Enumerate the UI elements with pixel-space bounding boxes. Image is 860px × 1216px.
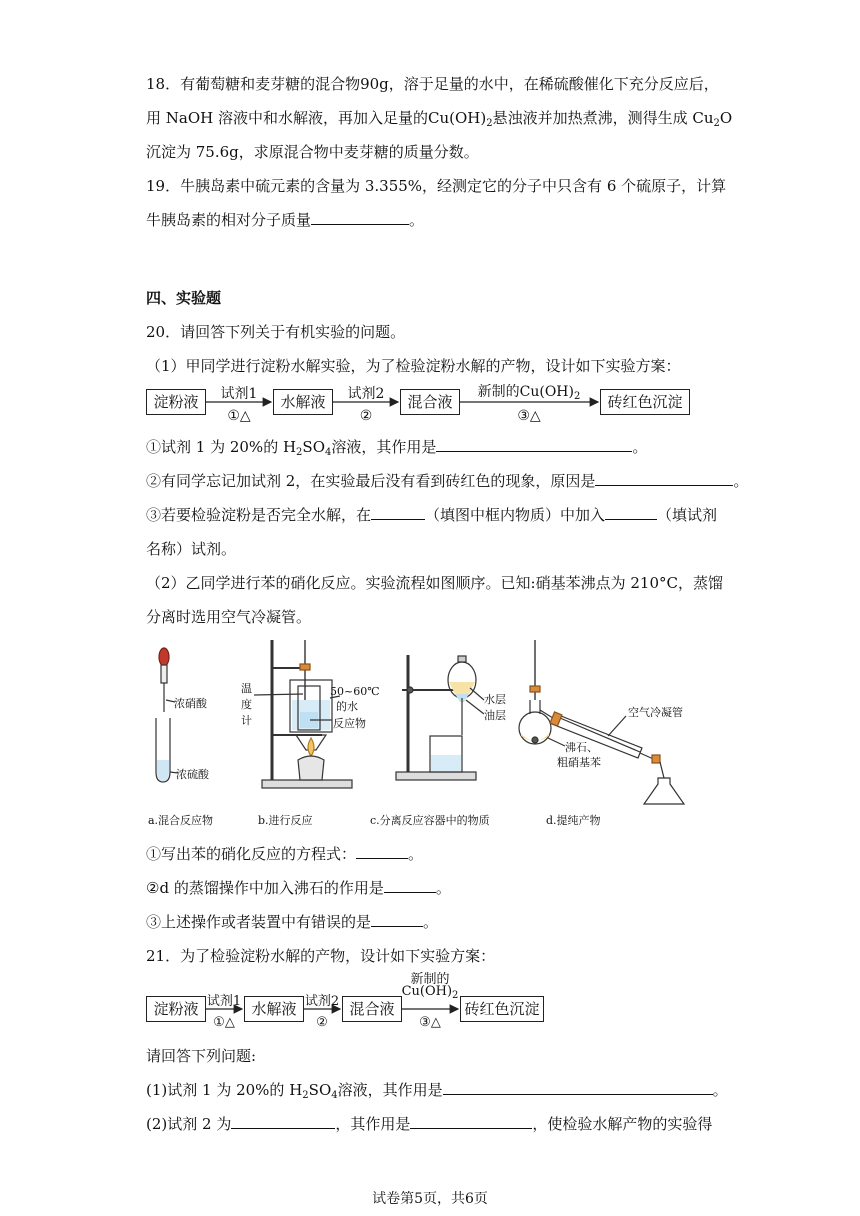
section-heading: 四、实验题 bbox=[146, 289, 222, 307]
q18-line-2: 用 NaOH 溶液中和水解液，再加入足量的$Cu(OH)_2$悬浊液并加热煮沸，测得生成 $Cu_2O$ bbox=[146, 109, 733, 129]
label-water: 的水 bbox=[336, 700, 358, 713]
label-reactant: 反应物 bbox=[333, 717, 366, 730]
q20-sub1: ①试剂 1 为 20%的 $H_2SO_4$溶液，其作用是 。 bbox=[146, 438, 648, 458]
caption-c: c.分离反应容器中的物质 bbox=[370, 814, 490, 827]
q20-part2-line1: （2）乙同学进行苯的硝化反应。实验流程如图顺序。已知:硝基苯沸点为 210°C，蒸馏 bbox=[146, 574, 723, 592]
flow2-box-mixture: 混合液 bbox=[342, 996, 402, 1022]
q18-line-3: 沉淀为 75.6g，求原混合物中麦芽糖的质量分数。 bbox=[146, 143, 479, 161]
flow2-arrow3-top2: $Cu(OH)_2$ bbox=[401, 984, 459, 1001]
q21-ask: 请回答下列问题: bbox=[146, 1047, 257, 1065]
q20-sub3: ③若要检验淀粉是否完全水解，在 （填图中框内物质）中加入 （填试剂 bbox=[146, 506, 718, 524]
label-air-condenser: 空气冷凝管 bbox=[628, 706, 683, 719]
label-crude-nitrobenzene: 粗硝基苯 bbox=[557, 756, 601, 769]
q21-sub1: (1)试剂 1 为 20%的 $H_2SO_4$溶液，其作用是 。 bbox=[146, 1081, 728, 1101]
flow2-arrow3-bottom: ③△ bbox=[419, 1015, 441, 1030]
flow1-box-hydrolysate: 水解液 bbox=[273, 389, 333, 415]
flow1-box-mixture: 混合液 bbox=[400, 389, 460, 415]
caption-a: a.混合反应物 bbox=[148, 814, 214, 827]
flow1-arrow2-bottom: ② bbox=[359, 408, 373, 424]
q20-part2-line2: 分离时选用空气冷凝管。 bbox=[146, 608, 312, 626]
flow2-box-starch: 淀粉液 bbox=[146, 996, 206, 1022]
label-thermo-1: 温 bbox=[241, 682, 252, 695]
q20-sub2: ②有同学忘记加试剂 2，在实验最后没有看到砖红色的现象，原因是 。 bbox=[146, 472, 749, 490]
flow2-box-hydrolysate: 水解液 bbox=[244, 996, 304, 1022]
q21-sub2: (2)试剂 2 为 ，其作用是 ，使检验水解产物的实验得 bbox=[146, 1115, 713, 1133]
apparatus-d bbox=[519, 640, 684, 804]
flow1-arrow3-bottom: ③△ bbox=[517, 408, 541, 424]
flow1-arrow1-top: 试剂1 bbox=[220, 386, 258, 402]
page-footer: 试卷第5页，共6页 bbox=[372, 1191, 488, 1207]
label-water-layer: 水层 bbox=[484, 693, 506, 706]
q18-line-1: 18．有葡萄糖和麦芽糖的混合物90g，溶于足量的水中，在稀硫酸催化下充分反应后， bbox=[146, 75, 719, 93]
label-boiling-chips: 沸石、 bbox=[565, 741, 598, 754]
flow2-arrow1-top: 试剂1 bbox=[206, 994, 242, 1009]
flow2-arrow2-top: 试剂2 bbox=[304, 994, 340, 1009]
q21-intro: 21．为了检验淀粉水解的产物，设计如下实验方案： bbox=[146, 947, 496, 965]
label-thermo-3: 计 bbox=[241, 714, 252, 727]
label-conc-sulfuric: 浓硫酸 bbox=[176, 768, 209, 781]
flow1-box-starch: 淀粉液 bbox=[146, 389, 206, 415]
flow1-arrow3-top: 新制的$Cu(OH)_2$ bbox=[477, 384, 581, 402]
label-water-temp: 50~60℃ bbox=[330, 685, 380, 698]
flow2-arrow2-bottom: ② bbox=[316, 1015, 328, 1030]
apparatus-a bbox=[156, 648, 178, 782]
q20-intro: 20．请回答下列关于有机实验的问题。 bbox=[146, 323, 406, 341]
flow1-box-precipitate: 砖红色沉淀 bbox=[600, 389, 690, 415]
caption-b: b.进行反应 bbox=[258, 814, 313, 827]
flow1-arrow1-bottom: ①△ bbox=[227, 408, 251, 424]
q20-part1: （1）甲同学进行淀粉水解实验，为了检验淀粉水解的产物，设计如下实验方案： bbox=[146, 357, 681, 375]
q20-t1: ①写出苯的硝化反应的方程式： 。 bbox=[146, 845, 424, 863]
flow2-box-precipitate: 砖红色沉淀 bbox=[460, 996, 544, 1022]
flow2-arrow1-bottom: ①△ bbox=[213, 1015, 235, 1030]
q19-line-2: 牛胰岛素的相对分子质量 。 bbox=[146, 211, 425, 229]
label-thermo-2: 度 bbox=[241, 698, 252, 711]
label-oil-layer: 油层 bbox=[484, 709, 506, 722]
label-conc-nitric: 浓硝酸 bbox=[174, 697, 207, 710]
q20-t3: ③上述操作或者装置中有错误的是 。 bbox=[146, 913, 439, 931]
q20-sub3-cont: 名称）试剂。 bbox=[146, 540, 237, 558]
apparatus-c bbox=[396, 655, 484, 780]
flow1-arrow2-top: 试剂2 bbox=[347, 386, 385, 402]
apparatus-b bbox=[254, 640, 352, 788]
q20-t2: ②d 的蒸馏操作中加入沸石的作用是 。 bbox=[146, 879, 451, 897]
caption-d: d.提纯产物 bbox=[546, 814, 601, 827]
flow2-arrow3-top1: 新制的 bbox=[410, 972, 450, 987]
q19-line-1: 19．牛胰岛素中硫元素的含量为 3.355%，经测定它的分子中只含有 6 个硫原子，计算 bbox=[146, 177, 727, 195]
